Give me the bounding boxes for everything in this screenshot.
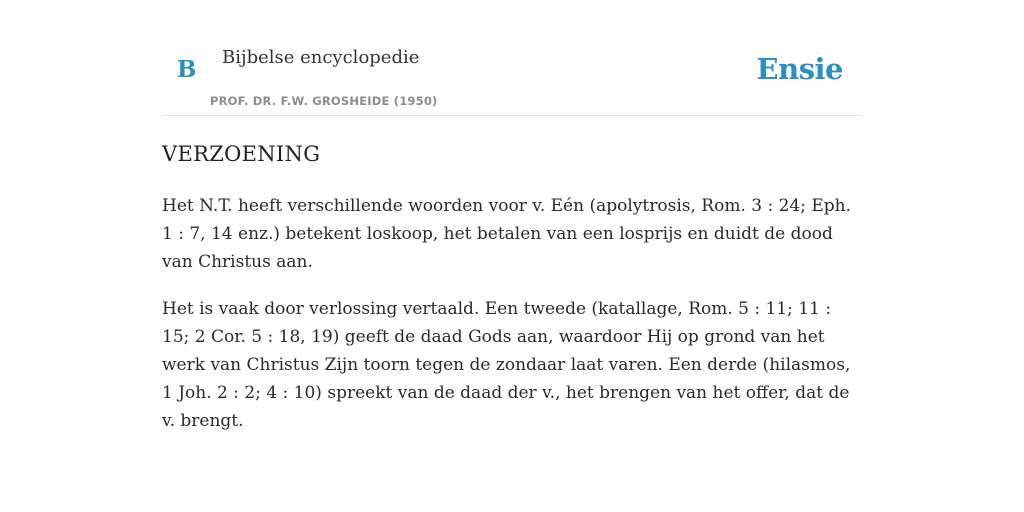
page	[162, 0, 862, 431]
ensie-logo[interactable]: Ensie	[756, 52, 843, 86]
book-header	[162, 0, 862, 116]
entry-paragraph-2: Het is vaak door verlossing vertaald. Een tweede (katallage, Rom. 5 : 11; 11 : 15; 2 Cor. 5 : 18, 19) geeft de daad Gods aan, waardoor Hij op grond van het werk van Christus Zijn toorn tegen de zondaar laat varen. Een derde (hilasmos, 1 Joh. 2 : 2; 4 : 10) spreekt van de daad der v., het brengen van het offer, dat de v. brengt.	[162, 299, 851, 431]
book-title-link[interactable]: Bijbelse encyclopedie	[222, 47, 420, 68]
entry-paragraph-1: Het N.T. heeft verschillende woorden voor v. Eén (apolytrosis, Rom. 3 : 24; Eph. 1 : 7, 14 enz.) betekent loskoop, het betalen van een losprijs en duidt de dood van Christus aan.	[162, 196, 852, 272]
book-letter-badge[interactable]: B	[177, 56, 197, 83]
entry-title: VERZOENING	[162, 142, 321, 166]
book-author: PROF. DR. F.W. GROSHEIDE (1950)	[210, 94, 438, 108]
